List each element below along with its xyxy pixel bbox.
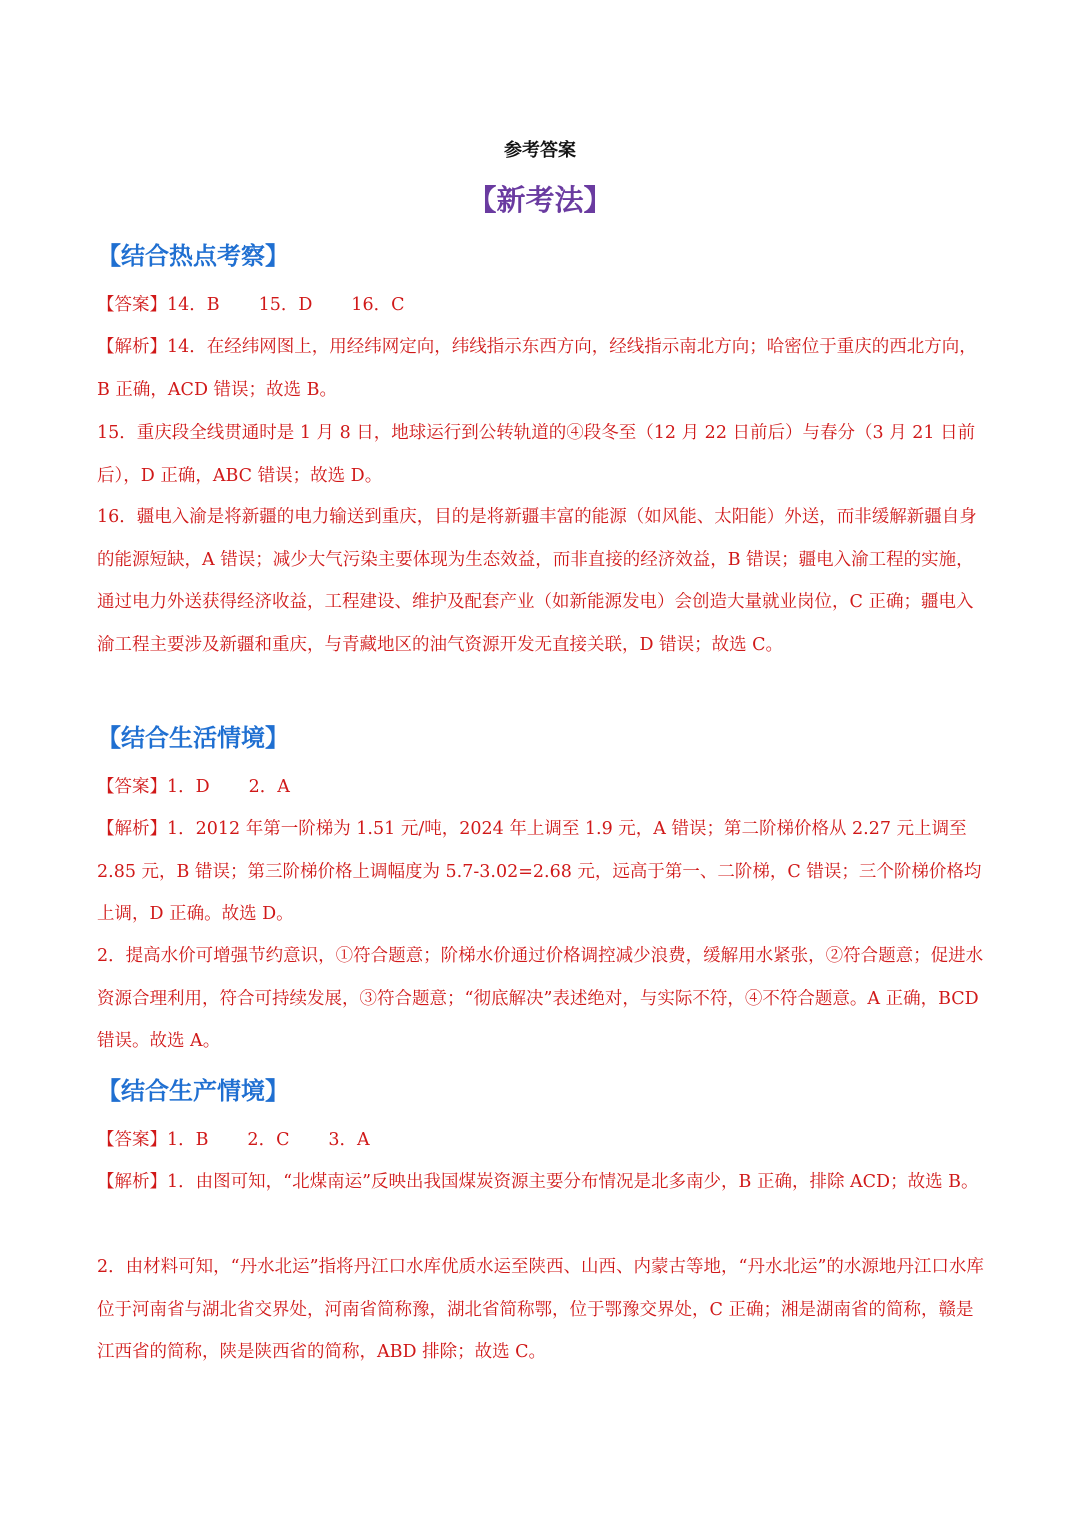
analysis-paragraph: 【解析】1．由图可知，“北煤南运”反映出我国煤炭资源主要分布情况是北多南少，B 正确，排除 ACD；故选 B。 — [97, 1172, 979, 1192]
section-heading-production: 【结合生产情境】 — [97, 1076, 289, 1105]
analysis-paragraph: 16．疆电入渝是将新疆的电力输送到重庆，目的是将新疆丰富的能源（如风能、太阳能）外送，而非缓解新疆自身的能源短缺，A 错误；减少大气污染主要体现为生态效益，而非直接的经济效益，B 错误；疆电入渝工程的实施，通过电力外送获得经济收益，工程建设、维护及配套产业（如新能源发电）会创造大量就业岗位，C 正确；疆电入渝工程主要涉及新疆和重庆，与青藏地区的油气资源开发无直接关联，D 错误；故选 C。 — [97, 507, 977, 655]
analysis-paragraph: 15．重庆段全线贯通时是 1 月 8 日，地球运行到公转轨道的④段冬至（12 月 22 日前后）与春分（3 月 21 日前后），D 正确，ABC 错误；故选 D。 — [97, 423, 976, 486]
answer-line: 【答案】1．D 2．A — [97, 777, 290, 797]
analysis-paragraph: 2．由材料可知，“丹水北运”指将丹江口水库优质水运至陕西、山西、内蒙古等地，“丹水北运”的水源地丹江口水库位于河南省与湖北省交界处，河南省简称豫，湖北省简称鄂，位于鄂豫交界处，C 正确；湘是湖南省的简称，赣是江西省的简称，陕是陕西省的简称，ABD 排除；故选 C。 — [97, 1257, 984, 1362]
analysis-paragraph: 2．提高水价可增强节约意识，①符合题意；阶梯水价通过价格调控减少浪费，缓解用水紧张，②符合题意；促进水资源合理利用，符合可持续发展，③符合题意；“彻底解决”表述绝对，与实际不符，④不符合题意。A 正确，BCD 错误。故选 A。 — [97, 946, 985, 1051]
answer-line: 【答案】1．B 2．C 3．A — [97, 1130, 370, 1150]
analysis-paragraph: 【解析】14．在经纬网图上，用经纬网定向，纬线指示东西方向，经线指示南北方向；哈密位于重庆的西北方向，B 正确，ACD 错误；故选 B。 — [97, 337, 977, 400]
page-subtitle: 【新考法】 — [467, 183, 613, 217]
section-heading-hotspot: 【结合热点考察】 — [97, 241, 289, 270]
page-title: 参考答案 — [504, 140, 576, 161]
section-heading-life: 【结合生活情境】 — [97, 723, 289, 752]
answer-line: 【答案】14．B 15．D 16．C — [97, 295, 405, 315]
analysis-paragraph: 【解析】1．2012 年第一阶梯为 1.51 元/吨，2024 年上调至 1.9 元，A 错误；第二阶梯价格从 2.27 元上调至 2.85 元，B 错误；第三阶梯价格上调幅度为 5.7-3.02=2.68 元，远高于第一、二阶梯，C 错误；三个阶梯价格均上调，D 正确。故选 D。 — [97, 819, 982, 924]
